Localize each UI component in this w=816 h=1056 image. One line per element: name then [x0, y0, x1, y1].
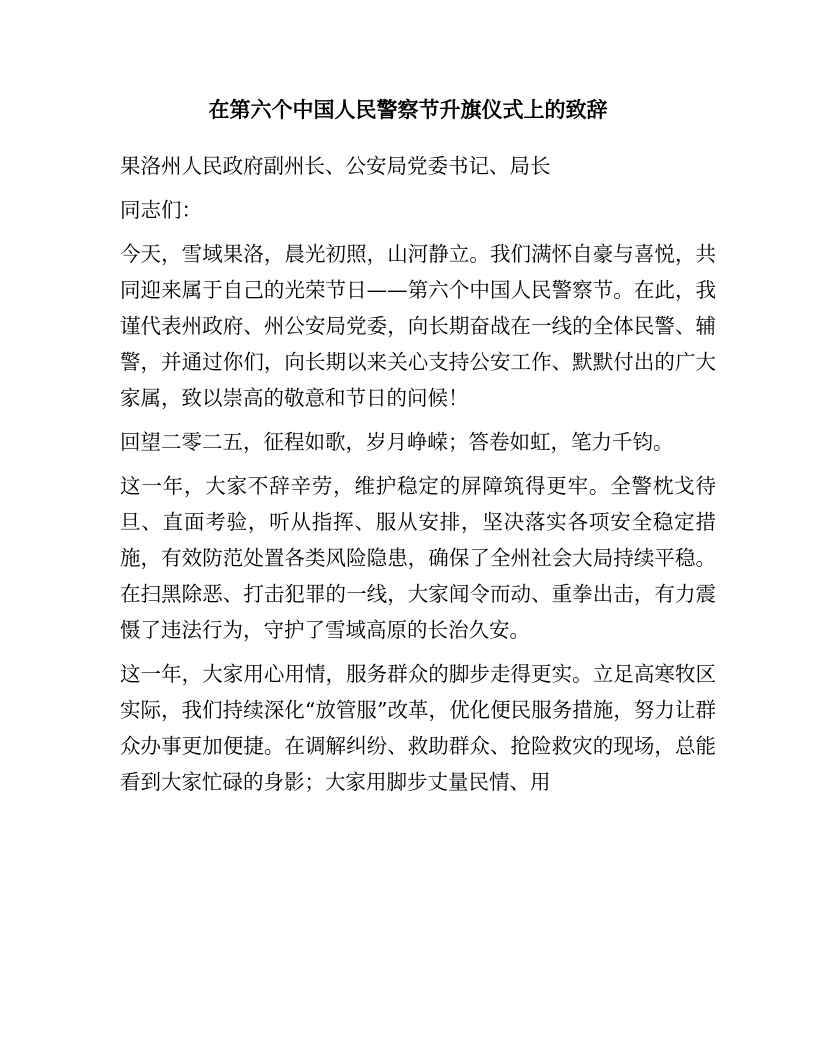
salutation: 同志们： [120, 198, 202, 222]
paragraph-2: 回望二零二五，征程如歌，岁月峥嵘；答卷如虹，笔力千钧。 [120, 430, 674, 454]
document-title: 在第六个中国人民警察节升旗仪式上的致辞 [208, 97, 608, 122]
speaker-line: 果洛州人民政府副州长、公安局党委书记、局长 [120, 154, 551, 178]
paragraph-3: 这一年，大家不辞辛劳，维护稳定的屏障筑得更牢。全警枕戈待旦、直面考验，听从指挥、服从安排，坚决落实各项安全稳定措施，有效防范处置各类风险隐患，确保了全州社会大局持续平稳。在扫黑除恶、打击犯罪的一线，大家闻令而动、重拳出击，有力震慑了违法行为，守护了雪域高原的长治久安。 [120, 474, 716, 642]
paragraph-1: 今天，雪域果洛，晨光初照，山河静立。我们满怀自豪与喜悦，共同迎来属于自己的光荣节日——第六个中国人民警察节。在此，我谨代表州政府、州公安局党委，向长期奋战在一线的全体民警、辅警，并通过你们，向长期以来关心支持公安工作、默默付出的广大家属，致以崇高的敬意和节日的问候！ [120, 242, 716, 410]
document-body [120, 148, 716, 808]
paragraph-4: 这一年，大家用心用情，服务群众的脚步走得更实。立足高寒牧区实际，我们持续深化“放管服”改革，优化便民服务措施，努力让群众办事更加便捷。在调解纠纷、救助群众、抢险救灾的现场，总能看到大家忙碌的身影；大家用脚步丈量民情、用 [120, 662, 716, 794]
